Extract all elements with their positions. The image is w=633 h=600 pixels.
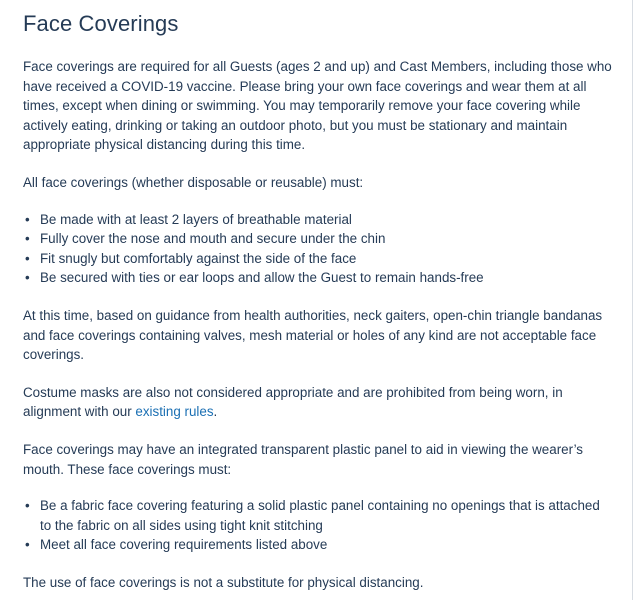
- list-item-text: Fit snugly but comfortably against the side of the face: [40, 250, 357, 266]
- page-title: Face Coverings: [23, 11, 179, 36]
- list-item-text: Meet all face covering requirements listed above: [40, 537, 328, 553]
- bullet-icon: •: [25, 250, 30, 266]
- bullet-icon: •: [25, 211, 30, 227]
- list-item: [23, 535, 613, 555]
- bullet-icon: •: [25, 498, 30, 514]
- list-item: [23, 229, 613, 249]
- requirements-intro: All face coverings (whether disposable or reusable) must:: [23, 174, 364, 190]
- existing-rules-link[interactable]: existing rules: [135, 404, 214, 420]
- list-item-text: Be made with at least 2 layers of breathable material: [40, 211, 352, 227]
- article-content: [23, 10, 613, 592]
- costume-text-after-link: .: [213, 404, 218, 420]
- list-item-text: Be secured with ties or ear loops and allow the Guest to remain hands-free: [40, 270, 484, 286]
- list-item-text: Be a fabric face covering featuring a solid plastic panel containing no openings that is attached to the fabric on all sides using tight knit stitching: [40, 498, 600, 533]
- list-item: [23, 249, 613, 269]
- costume-paragraph: [23, 383, 613, 422]
- intro-paragraph: Face coverings are required for all Guests (ages 2 and up) and Cast Members, including those who have received a COVID-19 vaccine. Please bring your own face coverings and wear them at all times, except when dining or swimming. You may temporarily remove your face covering while actively eating, drinking or taking an outdoor photo, but you must be stationary and maintain appropriate physical distancing during this time.: [23, 59, 612, 153]
- bullet-icon: •: [25, 537, 30, 553]
- costume-text-before-link: Costume masks are also not considered appropriate and are prohibited from being worn, in alignment with our: [23, 384, 563, 420]
- list-item-text: Fully cover the nose and mouth and secure under the chin: [40, 231, 386, 247]
- list-item: [23, 268, 613, 288]
- panel-requirements-list: [23, 496, 613, 555]
- panel-intro-paragraph: Face coverings may have an integrated transparent plastic panel to aid in viewing the wearer’s mouth. These face coverings must:: [23, 441, 583, 477]
- list-item: [23, 496, 613, 535]
- bullet-icon: •: [25, 231, 30, 247]
- not-acceptable-paragraph: At this time, based on guidance from health authorities, neck gaiters, open-chin triangle bandanas and face coverings containing valves, mesh material or holes of any kind are not acceptable face coverings.: [23, 307, 603, 363]
- requirements-list: [23, 210, 613, 288]
- closing-paragraph: The use of face coverings is not a substitute for physical distancing.: [23, 574, 424, 590]
- list-item: [23, 210, 613, 230]
- bullet-icon: •: [25, 270, 30, 286]
